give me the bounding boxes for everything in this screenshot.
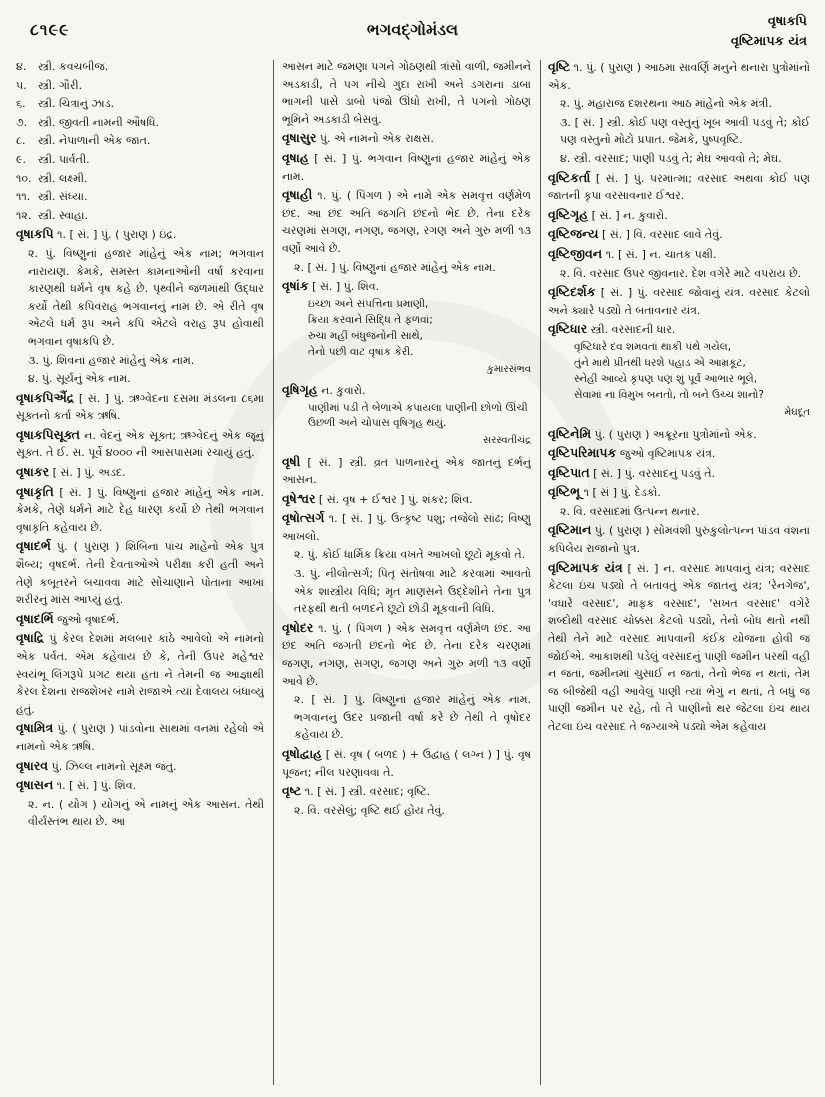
guide-word-first: વૃષાકપિ [767,14,807,29]
headword: વૃષાંક [282,278,309,294]
entry-definition: [ સં. ] પું. ઋગ્વેદના દસમા મંડલના ૮૬મા સૂક્તનો કર્તા એક ઋષિ. [16,391,264,423]
headword: વૃષાકપિ [16,226,54,242]
headword: વૃષ્ટિપરિમાપક [548,445,617,461]
headword: વૃષોત્સર્ગ [282,510,325,526]
quotation-line: તેનો પછી વાટ વૃષાંક કેરી. [308,345,414,358]
page-header [18,8,807,54]
entry-definition: પું. ( પુરાણ ) શિબિના પાંચ માંહેનો એક પુત્ર શૈબ્ય; વૃષદર્ભ. તેની દેવતાઓએ પરીક્ષા કરી હતી અને તેણે કબૂતરને બચાવવા માટે સોંચાણાને પોતાના આખા શરીરનું માંસ આપ્યું હતું. [16,540,264,607]
entry-definition: ૧. [ સં. ] સ્ત્રી. વરસાદ; વૃષ્ટિ. [301,785,431,799]
dictionary-entry [282,745,531,781]
entry-definition: સ્ત્રી. ચિત્રાનું ઝાડ. [38,97,115,111]
sense-definition: ૩. [ સં. ] સ્ત્રી. કોઈ પણ વસ્તુનું ખૂબ આવી પડવું તે; કોઈ પણ વસ્તુનો મોટો પ્રપાત. જેમકે, પુષ્પવૃષ્ટિ. [560,115,810,147]
entry-definition: [ સં. ] પું. વરસાદનું પડવું તે. [589,466,716,480]
sense-number: ૧૧. [16,190,31,204]
page-number: ૮૧૯૯ [30,20,70,39]
entry-definition: [ સં. ] ન. કુવારો. [588,208,668,222]
quote-source: સરસ્વતીચંદ્ર [483,434,531,446]
sense-number: ૫. [16,78,27,92]
headword: વૃષ્ટિનેમિ [548,425,592,441]
entry-definition: [ સં. ] પું. વરસાદ જોવાનું યંત્ર. વરસાદ કેટલો અને ક્યારે પડ્યો તે બતાવનાર યંત્ર. [548,286,810,317]
sense-number: ૧૦. [16,171,32,185]
headword: વૃષાકર [16,464,50,480]
headword: વૃષ્ટિ [548,59,571,74]
dictionary-entry [16,114,264,132]
quotation-line: ઇચ્છા અને સંપત્તિના પ્રમાણી, [308,297,429,310]
dictionary-entry [16,95,264,113]
headword: વૃષાકપિસૂક્ત [16,426,80,442]
sense-definition: ૪. સ્ત્રી. વરસાદ; પાણી પડવું તે; મેઘ આવવો તે; મેઘ. [560,151,782,165]
dictionary-entry [548,283,810,319]
entry-definition: સ્ત્રી. કવચબીજ. [38,60,109,73]
entry-definition: ૧. [ સં. ] પું. ઉત્કૃષ્ટ પશુ; તજેલો સાંઢ; વિષ્ણુ આખલો. [282,512,531,543]
dictionary-entry [16,225,264,244]
dictionary-entry [16,719,264,755]
dictionary-entry [282,129,531,148]
entry-definition: [ સં. ] ન. વરસાદ માપવાનું યંત્ર; વરસાદ કેટલા ઇંચ પડ્યો તે બતાવતું એક જાતનું યંત્ર; 'રેનગેજ', 'વધારે વરસાદ', માફક વરસાદ', 'સખત વરસાદ' વગેરે શબ્દોથી વરસાદ ચોક્કસ કેટલો પડ્યો, તેનો બોધ થતો નથી તેથી તેને માટે વરસાદ માપવાની કંઈક યોજના હોવી જ જોઈએ. આકાશથી પડેલું વરસાદનું પાણી જમીન પરથી વહી ન જતાં, જમીનમાં ચુસાઈ ન જતાં, તેનો ભેજ ન થતાં, તેમ જ બીજેથી વહી આવેલું પાણી ત્યાં ભેગું ન થતાં, તે બધું જ પાણી જમીન પર રહે, તો તે પાણીનો થર જેટલા ઇંચ થાય તેટલા ઇંચ વરસાદ તે જગ્યાએ પડ્યો એમ કહેવાય [548,561,810,733]
column-1 [16,58,264,1086]
entry-definition: [ સં. ] વિ. વરસાદ લાવે તેવું. [598,228,723,242]
headword: વૃષાકપિઐંદ્ર [16,389,75,405]
headword: વૃષોદર [282,619,314,635]
dictionary-entry [16,426,264,462]
entry-definition: ન. વેદનું એક સૂક્ત; ઋગ્વેદનું એક જૂનું સૂક્ત. તે ઈ. સ. પૂર્વે ૪૦૦૦ ની આસપાસમાં રચાયું હતું. [16,428,264,460]
entry-definition: ૧. પું. ( પિંગળ ) એક સમવૃત્ત વર્ણમેળ છંદ. આ છંદ અતિ જગતી છંદનો ભેદ છે. તેના દરેક ચરણમાં જગણ, નગણ, સગણ, જગણ અને ગુરુ મળી ૧૩ વર્ણો આવે છે. [282,621,531,688]
entry-definition: આસન માટે જમણા પગને ગોઠણથી ત્રાંસો વાળી, જમીનને અડકાડી, તે પગ નીચે ગુદા રાખી અને ડગરાના ડાબા ભાગની પાસે ડાબો પંજો ઊંધો રાખી, તે પગનો ગોઠણ ભૂમિને અડકાડી બેસવું. [282,60,531,126]
sense-definition: ૨. વિ. વરસાદ ઉપર જીવનાર. દેશ વગેરે માટે વપરાય છે. [560,266,802,280]
entry-definition: જુઓ વૃષાદર્ભ. [53,612,120,626]
quotation-line: તુંને માથે પ્રીતથી ધરશે પહાડ એ આમ્રકૂટ, [574,356,746,369]
headword: વૃષાસન [16,777,54,793]
dictionary-entry [548,58,810,94]
dictionary-entry [548,521,810,557]
dictionary-entry [282,453,531,489]
quotation-line: રુચા મહીં બંધુજનોની સાથે, [308,329,423,342]
page-title: ભગવદ્ગોમંડલ [366,20,459,39]
sense-number: ૮. [16,134,26,148]
headword: વૃષ્ટિપાત [548,464,590,480]
entry-definition: ૧. પું. ( પુરાણ ) આઠમા સાવર્ણિ મનુને થનારા પુત્રોમાંનો એક. [548,61,810,92]
sense-definition: ૨. [ સં. ] પું. વિષ્ણુનાં હજાર માંહેનું એક નામ. [294,260,496,274]
sense-number: ૬. [16,97,26,111]
dictionary-entry [282,381,531,400]
headword: વૃષાહી [282,187,313,203]
entry-definition: ૧. [ સં. ] પું. શિવ. [53,779,137,793]
sense-definition: ૨. પું. વિષ્ણુનાં હજાર માંહેનું એક નામ; ભગવાન નારાયણ. કેમકે, સમસ્ત કામનાઓની વર્ષા કરવાના કારણથી ધર્મને વૃષ કહે છે. પૃથ્વીને જળમાંથી ઉદ્ધાર કર્યો તેથી કપિવરાહ ભગવાનનું નામ છે. એ રીતે વૃષ એટલે ધર્મ રૂપ અને કપિ એટલે વરાહ રૂપ હોવાથી ભગવાન વૃષાકપિ છે. [28,246,264,348]
sense-definition: ૨. વિ. વરસાદમાં ઉત્પન્ન થનાર. [560,504,700,518]
entry-definition: ૧. [ સં. ] ન. ચાતક પક્ષી. [602,247,717,261]
entry-definition: ૧ [ સં ] પું. દેડકો. [580,486,661,500]
headword: વૃષી [282,453,301,469]
headword: વૃષાહ [282,149,309,165]
sense-number: ૧૨. [16,208,32,222]
column-divider [273,60,274,1085]
guide-word-last: વૃષ્ટિમાપક યંત્ર [730,34,807,49]
dictionary-entry [16,188,264,206]
column-3 [548,58,810,1086]
headword: વૃષાદ્રિ [16,630,45,646]
dictionary-entry [16,463,264,482]
sense-number: ૪. [16,60,27,73]
headword: વૃષાસુર [282,130,317,146]
entry-definition: પું. ( પુરાણ ) અક્રૂરના પુત્રોમાંનો એક. [591,427,757,441]
sense-definition: ૪. પું. સૂર્યનું એક નામ. [28,372,131,386]
sense-definition: ૩. પું. નીલોત્સર્ગ; પિતૃ સંતોષવા માટે કરવામાં આવતો એક શાસ્ત્રીય વિધિ; મૃત માણસને ઉદ્દેશીને તેના પુત્ર તરફથી થતી બળદને છૂટો છોડી મૂકવાની વિધિ. [294,567,531,616]
entry-definition: ૧. પું. ( પિંગળ ) એ નામે એક સમવૃત્ત વર્ણમેળ છંદ. આ છંદ અતિ જગતિ છંદનો ભેદ છે. તેના દરેક ચરણમાં સગણ, નગણ, જગણ, રગણ અને ગુરુ મળી ૧૩ વર્ણો આવે છે. [282,189,531,255]
entry-definition: સ્ત્રી. સંધ્યા. [38,190,88,204]
dictionary-entry [16,207,264,225]
entry-definition: [ સં. ] પું. પરમાત્મા; વરસાદ અથવા કોઈ પણ જાતની કૃપા વરસાવનાર ઈશ્વર. [548,171,810,203]
headword: વૃષ્ટિભૂ [548,484,581,500]
entry-definition: [ સં. ] સ્ત્રી. વ્રત પાળનારનું એક જાતનું દર્ભનું આસન. [282,455,531,487]
dictionary-entry [16,170,264,188]
headword: વૃષ્ટિકર્તા [548,169,591,185]
dictionary-entry [16,151,264,169]
dictionary-entry [548,245,810,264]
entry-definition: સ્ત્રી. પાર્વતી. [38,152,90,166]
dictionary-entry [16,776,264,795]
entry-definition: ન. કુવારો. [317,384,366,398]
quote-source: કુમારસંભવ [486,363,531,375]
dictionary-entry [548,169,810,205]
entry-definition: [ સં. વૃષ + ઈશ્વર ] પું. શંકર; શિવ. [315,492,473,506]
dictionary-entry [282,509,531,545]
dictionary-entry [282,277,531,296]
entry-definition: સ્ત્રી. લક્ષ્મી. [38,171,88,185]
dictionary-entry [16,629,264,718]
headword: વૃષાદર્ભ [16,538,51,554]
headword: વૃષામિત્ર [16,720,54,736]
quotation-line: ક્રિયા કરવાને સિદ્ધિ તે ફળવાં; [308,313,433,326]
dictionary-entry [548,464,810,483]
headword: વૃષેશ્વર [282,490,316,506]
dictionary-entry [16,132,264,150]
headword: વૃષારવ [16,757,49,773]
entry-definition: [ સં. ] પું. અડદ. [49,466,126,480]
entry-definition: [ સં. ] પું. ભગવાન વિષ્ણુનાં હજાર માંહેનું એક નામ. [282,151,531,183]
entry-definition: પું. એ નામનો એક રાક્ષસ. [316,132,434,146]
dictionary-entry [282,619,531,690]
dictionary-entry [282,782,531,801]
quotation-line: વૃષ્ટિધારે દવ શમવતાં થાકી પંથે ગયેલ, [574,340,732,353]
entry-definition: જુઓ વૃષ્ટિમાપક યંત્ર. [616,447,716,461]
entry-definition: [ સં. ] પું. વિષ્ણુનાં હજાર માંહેનું એક નામ. કેમકે, તેણે ધર્મને માટે દેહ ધારણ કર્યો છે તેથી ભગવાન વૃષાકૃતિ કહેવાય છે. [16,485,264,534]
sense-definition: ૨. પું. મહારાજ દશરથના આઠ માંહેનો એક મંત્રી. [560,97,772,111]
dictionary-entry [548,320,810,339]
headword: વૃષ્ટિજન્ય [548,226,599,242]
dictionary-entry [16,77,264,95]
sense-definition: ૨. વિ. વરસેલું; વૃષ્ટિ થઈ હોય તેવું. [294,803,445,817]
headword: વૃષ્ટિમાપક યંત્ર [548,559,623,575]
quotation-line: સ્નેહી આવ્યે કૃપણ પણ શું પૂર્વ આભાર ભૂલે, [574,372,758,385]
dictionary-entry [548,483,810,502]
guide-words [731,12,807,52]
headword: વૃષોદ્વાહ [282,746,323,761]
sense-definition: ૨. [ સં. ] પું. વિષ્ણુનાં હજાર માંહેનું એક નામ. ભગવાનનું ઉદર પ્રજાની વર્ષા કરે છે તેથી તે વૃષોદર કહેવાય છે. [294,693,531,742]
entry-definition: પું. ( પુરાણ ) પાંડવોના સાથમાં વનમાં રહેલો એ નામનો એક ઋષિ. [16,722,264,753]
dictionary-entry [548,559,810,736]
sense-number: ૯. [16,152,27,166]
entry-definition: [ સં. વૃષ ( બળદ ) + ઉદ્વાહ ( લગ્ન ) ] પું. વૃષ પૂજન; નીલ પરણાવવા તે. [282,748,531,779]
sense-definition: ૨. પું. કોઈ ધાર્મિક ક્રિયા વખતે આખલો છૂટો મૂકવો તે. [294,548,526,562]
headword: વૃષાકૃતિ [16,483,54,499]
headword: વૃષ્ટિમાન [548,522,592,538]
dictionary-entry [16,389,264,425]
headword: વૃષ્ટિજીવન [548,245,603,261]
dictionary-entry [548,425,810,444]
dictionary-entry [548,444,810,463]
sense-number: ૭. [16,115,28,129]
entry-definition: પું કેરલ દેશમાં મલબાર કાંઠે આવેલો એ નામનો એક પર્વત. એમ કહેવાય છે કે, તેની ઉપર મહેશ્વર સ્વયંભૂ લિંગરૂપે પ્રગટ થયા હતા ને તેમની જ આજ્ઞાથી કેરલ દેશના રાજશેખર નામે રાજાએ ત્યાં દેવાલય બંધાવ્યું હતું. [16,632,264,716]
dictionary-entry [16,610,264,629]
dictionary-entry [282,186,531,257]
entry-definition: સ્ત્રી. સ્વાહા. [38,208,88,222]
headword: વૃષ્ટિધાર [548,321,588,337]
column-2 [282,58,531,1086]
dictionary-entry [282,58,531,128]
dictionary-entry [282,149,531,185]
dictionary-entry [16,483,264,537]
entry-definition: ૧. [ સં. ] પું. ( પુરાણ ) ઇંદ્ર. [53,228,177,242]
sense-definition: ૨. ન. ( યોગ ) યોગનું એ નામનું એક આસન. તેથી વીર્યસ્તંભ થાય છે. આ [28,797,264,829]
entry-definition: સ્ત્રી. નેપાળાની એક જાત. [38,134,151,148]
dictionary-entry [16,537,264,608]
quotation-line: પાણીમાં પડી તે બેળાએ કપાયલા પાણીની છોળો ઊંચી ઉછળી અને ચોપાસ વૃષિગૃહ થયું. [308,401,528,429]
headword: વૃષાદર્ભિ [16,610,54,626]
sense-definition: ૩. પું. શિવનાં હજાર માંહેનું એક નામ. [28,353,195,367]
dictionary-entry [16,58,264,76]
quote-source: મેઘદૂત [784,406,810,418]
entry-definition: સ્ત્રી. ગૌરી. [38,78,83,92]
entry-definition: પું. ઝિલ્લ નામનો સૂક્ષ્મ જંતુ. [48,759,177,773]
entry-definition: [ સં. ] પું. શિવ. [308,280,380,294]
entry-definition: પું. ( પુરાણ ) સોમવંશી પુરુકુલોત્પન્ન પાંડવ વંશના કપિલેય રાજાનો પુત્ર. [548,524,810,556]
headword: વૃષ્ટિગૃહ [548,206,589,222]
headword: વૃષિગૃહ [282,382,318,398]
entry-definition: સ્ત્રી. જીવતી નામની ઔષધિ. [38,115,160,129]
dictionary-entry [548,225,810,244]
headword: વૃષ્ટિદર્શક [548,284,596,300]
entry-definition: સ્ત્રી. વરસાદની ધાર. [587,323,676,337]
headword: વૃષ્ટ [282,783,302,799]
dictionary-entry [548,206,810,225]
dictionary-entry [16,757,264,776]
column-divider [540,60,541,1085]
dictionary-entry [282,490,531,509]
quotation-line: સેવામાં ના વિમુખ બનતો, તો બને ઉચ્ચ શાનો? [574,388,764,401]
